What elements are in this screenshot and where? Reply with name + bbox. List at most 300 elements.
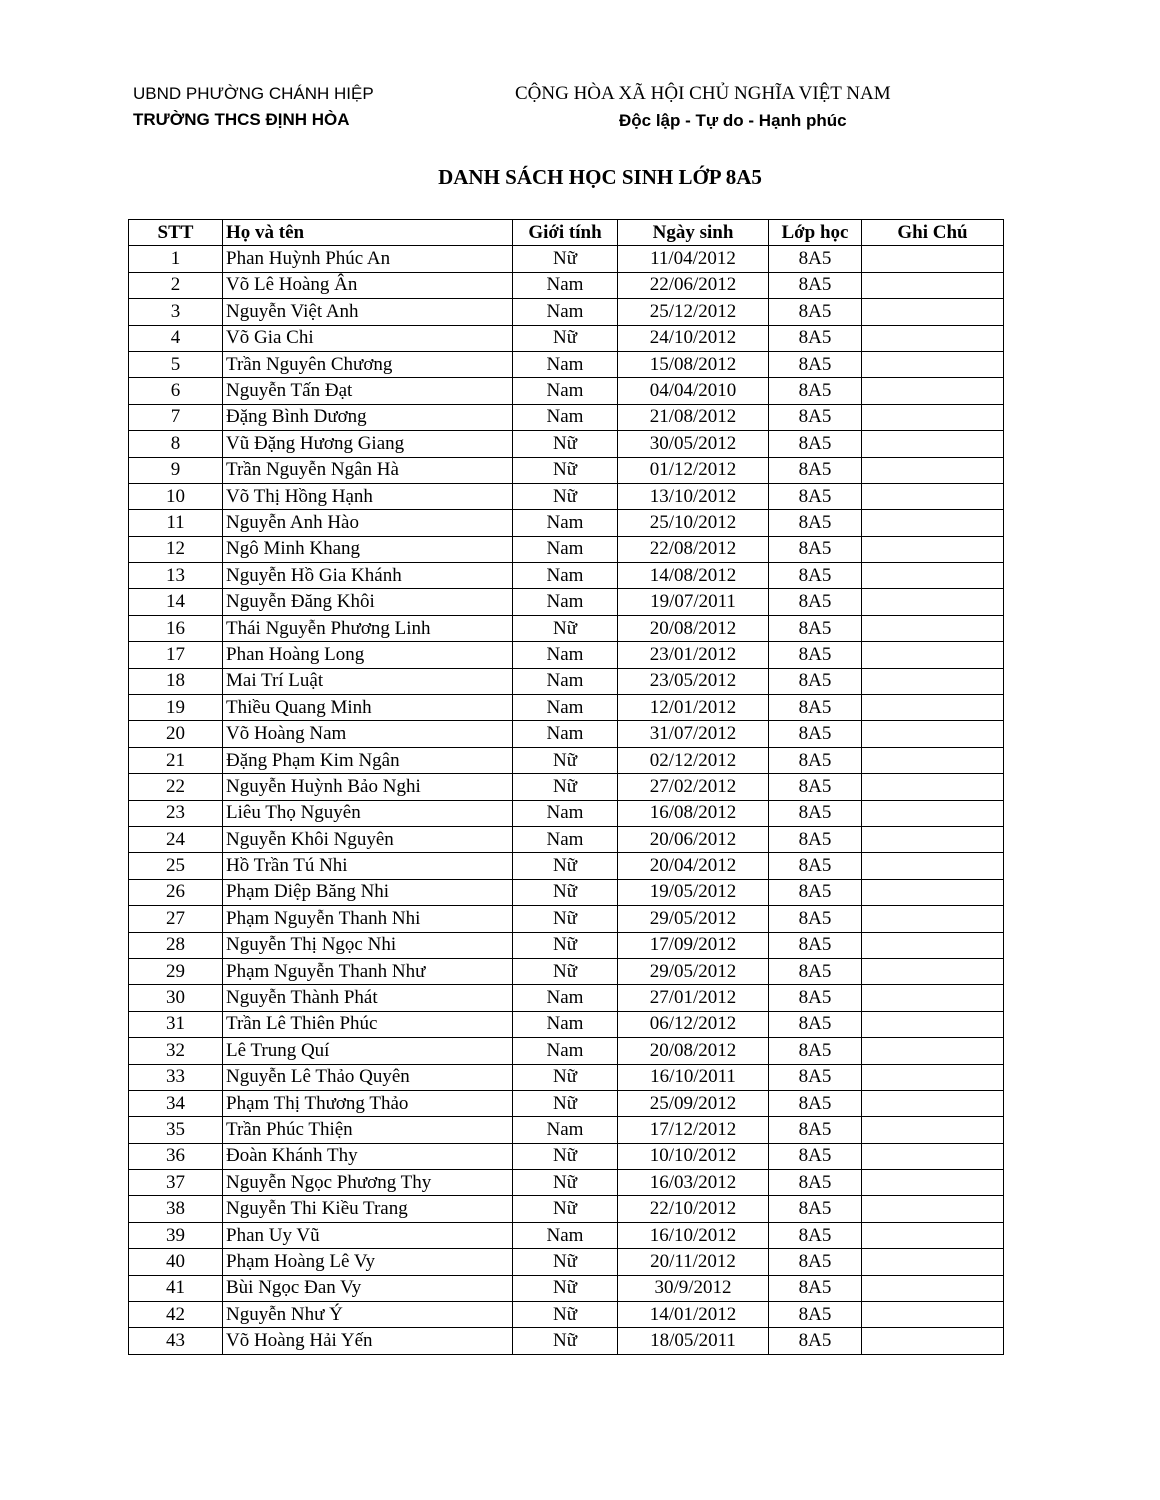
cell-class: 8A5 <box>769 1196 862 1222</box>
cell-class: 8A5 <box>769 774 862 800</box>
cell-gender: Nữ <box>513 1143 618 1169</box>
cell-birthdate: 29/05/2012 <box>618 958 769 984</box>
cell-stt: 21 <box>129 747 223 773</box>
cell-name: Vũ Đặng Hương Giang <box>223 431 513 457</box>
cell-stt: 23 <box>129 800 223 826</box>
cell-birthdate: 29/05/2012 <box>618 906 769 932</box>
cell-gender: Nữ <box>513 774 618 800</box>
cell-stt: 27 <box>129 906 223 932</box>
cell-stt: 2 <box>129 272 223 298</box>
cell-note <box>862 1090 1004 1116</box>
cell-note <box>862 774 1004 800</box>
cell-birthdate: 27/01/2012 <box>618 985 769 1011</box>
column-header-gender: Giới tính <box>513 220 618 246</box>
table-row <box>129 589 1004 615</box>
cell-birthdate: 18/05/2011 <box>618 1328 769 1354</box>
cell-gender: Nữ <box>513 457 618 483</box>
cell-gender: Nữ <box>513 1328 618 1354</box>
table-row <box>129 1170 1004 1196</box>
table-row <box>129 431 1004 457</box>
cell-name: Thiều Quang Minh <box>223 695 513 721</box>
cell-stt: 5 <box>129 351 223 377</box>
cell-name: Võ Gia Chi <box>223 325 513 351</box>
cell-gender: Nữ <box>513 431 618 457</box>
table-row <box>129 246 1004 272</box>
cell-name: Lê Trung Quí <box>223 1038 513 1064</box>
cell-gender: Nữ <box>513 1170 618 1196</box>
cell-class: 8A5 <box>769 483 862 509</box>
cell-name: Đặng Phạm Kim Ngân <box>223 747 513 773</box>
cell-stt: 29 <box>129 958 223 984</box>
cell-class: 8A5 <box>769 431 862 457</box>
column-header-class: Lớp học <box>769 220 862 246</box>
cell-gender: Nữ <box>513 879 618 905</box>
cell-stt: 3 <box>129 299 223 325</box>
student-list-table <box>128 219 1004 1355</box>
cell-gender: Nữ <box>513 853 618 879</box>
cell-gender: Nữ <box>513 325 618 351</box>
table-row <box>129 668 1004 694</box>
cell-birthdate: 16/03/2012 <box>618 1170 769 1196</box>
table-row <box>129 1143 1004 1169</box>
cell-class: 8A5 <box>769 1302 862 1328</box>
cell-birthdate: 01/12/2012 <box>618 457 769 483</box>
cell-gender: Nữ <box>513 1090 618 1116</box>
cell-stt: 25 <box>129 853 223 879</box>
cell-stt: 38 <box>129 1196 223 1222</box>
cell-birthdate: 19/05/2012 <box>618 879 769 905</box>
cell-class: 8A5 <box>769 404 862 430</box>
cell-birthdate: 21/08/2012 <box>618 404 769 430</box>
table-row <box>129 457 1004 483</box>
cell-note <box>862 615 1004 641</box>
cell-gender: Nam <box>513 721 618 747</box>
cell-birthdate: 04/04/2010 <box>618 378 769 404</box>
cell-note <box>862 906 1004 932</box>
cell-gender: Nam <box>513 510 618 536</box>
cell-class: 8A5 <box>769 747 862 773</box>
cell-stt: 34 <box>129 1090 223 1116</box>
cell-gender: Nữ <box>513 1064 618 1090</box>
cell-note <box>862 1038 1004 1064</box>
cell-class: 8A5 <box>769 1038 862 1064</box>
cell-name: Phạm Thị Thương Thảo <box>223 1090 513 1116</box>
cell-note <box>862 747 1004 773</box>
cell-class: 8A5 <box>769 563 862 589</box>
cell-name: Nguyễn Anh Hào <box>223 510 513 536</box>
cell-note <box>862 510 1004 536</box>
table-row <box>129 800 1004 826</box>
cell-note <box>862 853 1004 879</box>
cell-name: Phan Huỳnh Phúc An <box>223 246 513 272</box>
cell-class: 8A5 <box>769 536 862 562</box>
cell-name: Nguyễn Khôi Nguyên <box>223 826 513 852</box>
cell-gender: Nữ <box>513 1302 618 1328</box>
cell-name: Nguyễn Lê Thảo Quyên <box>223 1064 513 1090</box>
cell-note <box>862 563 1004 589</box>
cell-class: 8A5 <box>769 1328 862 1354</box>
cell-name: Nguyễn Ngọc Phương Thy <box>223 1170 513 1196</box>
cell-stt: 12 <box>129 536 223 562</box>
cell-gender: Nam <box>513 563 618 589</box>
table-row <box>129 1117 1004 1143</box>
cell-birthdate: 16/10/2012 <box>618 1222 769 1248</box>
cell-birthdate: 10/10/2012 <box>618 1143 769 1169</box>
cell-note <box>862 431 1004 457</box>
cell-birthdate: 15/08/2012 <box>618 351 769 377</box>
cell-note <box>862 695 1004 721</box>
cell-class: 8A5 <box>769 721 862 747</box>
cell-stt: 32 <box>129 1038 223 1064</box>
cell-gender: Nam <box>513 800 618 826</box>
cell-stt: 24 <box>129 826 223 852</box>
cell-gender: Nam <box>513 299 618 325</box>
table-row <box>129 378 1004 404</box>
cell-name: Đoàn Khánh Thy <box>223 1143 513 1169</box>
cell-note <box>862 879 1004 905</box>
cell-note <box>862 246 1004 272</box>
cell-birthdate: 25/09/2012 <box>618 1090 769 1116</box>
cell-name: Phan Hoàng Long <box>223 642 513 668</box>
cell-birthdate: 30/9/2012 <box>618 1275 769 1301</box>
cell-stt: 31 <box>129 1011 223 1037</box>
cell-name: Trần Phúc Thiện <box>223 1117 513 1143</box>
cell-note <box>862 351 1004 377</box>
cell-class: 8A5 <box>769 1090 862 1116</box>
table-row <box>129 510 1004 536</box>
cell-stt: 11 <box>129 510 223 536</box>
cell-name: Hồ Trần Tú Nhi <box>223 853 513 879</box>
table-row <box>129 325 1004 351</box>
table-row <box>129 536 1004 562</box>
table-row <box>129 1038 1004 1064</box>
cell-note <box>862 1170 1004 1196</box>
cell-note <box>862 483 1004 509</box>
school-name: TRƯỜNG THCS ĐỊNH HÒA <box>133 110 350 129</box>
cell-stt: 43 <box>129 1328 223 1354</box>
cell-birthdate: 20/04/2012 <box>618 853 769 879</box>
cell-birthdate: 20/11/2012 <box>618 1249 769 1275</box>
cell-gender: Nữ <box>513 958 618 984</box>
table-row <box>129 1011 1004 1037</box>
cell-class: 8A5 <box>769 985 862 1011</box>
cell-class: 8A5 <box>769 1011 862 1037</box>
table-row <box>129 1249 1004 1275</box>
cell-name: Đặng Bình Dương <box>223 404 513 430</box>
cell-birthdate: 20/08/2012 <box>618 1038 769 1064</box>
cell-class: 8A5 <box>769 1170 862 1196</box>
column-header-birthdate: Ngày sinh <box>618 220 769 246</box>
cell-class: 8A5 <box>769 510 862 536</box>
cell-birthdate: 19/07/2011 <box>618 589 769 615</box>
cell-gender: Nam <box>513 985 618 1011</box>
cell-name: Nguyễn Việt Anh <box>223 299 513 325</box>
cell-class: 8A5 <box>769 826 862 852</box>
cell-note <box>862 932 1004 958</box>
cell-stt: 35 <box>129 1117 223 1143</box>
cell-gender: Nam <box>513 536 618 562</box>
cell-stt: 14 <box>129 589 223 615</box>
cell-note <box>862 1328 1004 1354</box>
cell-note <box>862 721 1004 747</box>
cell-class: 8A5 <box>769 1117 862 1143</box>
cell-note <box>862 325 1004 351</box>
cell-note <box>862 1222 1004 1248</box>
table-row <box>129 299 1004 325</box>
national-motto: Độc lập - Tự do - Hạnh phúc <box>619 111 847 130</box>
cell-birthdate: 22/06/2012 <box>618 272 769 298</box>
cell-gender: Nam <box>513 826 618 852</box>
cell-name: Nguyễn Tấn Đạt <box>223 378 513 404</box>
cell-stt: 28 <box>129 932 223 958</box>
cell-note <box>862 1275 1004 1301</box>
cell-class: 8A5 <box>769 299 862 325</box>
cell-stt: 30 <box>129 985 223 1011</box>
cell-class: 8A5 <box>769 1222 862 1248</box>
cell-name: Nguyễn Đăng Khôi <box>223 589 513 615</box>
cell-gender: Nam <box>513 378 618 404</box>
cell-gender: Nam <box>513 272 618 298</box>
cell-gender: Nam <box>513 351 618 377</box>
table-row <box>129 1328 1004 1354</box>
cell-note <box>862 1196 1004 1222</box>
cell-stt: 7 <box>129 404 223 430</box>
cell-stt: 13 <box>129 563 223 589</box>
cell-class: 8A5 <box>769 351 862 377</box>
cell-birthdate: 02/12/2012 <box>618 747 769 773</box>
cell-stt: 4 <box>129 325 223 351</box>
cell-name: Nguyễn Thành Phát <box>223 985 513 1011</box>
cell-note <box>862 826 1004 852</box>
cell-name: Trần Nguyễn Ngân Hà <box>223 457 513 483</box>
table-header-row <box>129 220 1004 246</box>
cell-name: Trần Nguyên Chương <box>223 351 513 377</box>
cell-note <box>862 457 1004 483</box>
column-header-note: Ghi Chú <box>862 220 1004 246</box>
cell-class: 8A5 <box>769 246 862 272</box>
cell-note <box>862 800 1004 826</box>
cell-class: 8A5 <box>769 1275 862 1301</box>
cell-stt: 1 <box>129 246 223 272</box>
cell-note <box>862 1302 1004 1328</box>
cell-class: 8A5 <box>769 932 862 958</box>
table-row <box>129 1064 1004 1090</box>
cell-birthdate: 14/01/2012 <box>618 1302 769 1328</box>
cell-class: 8A5 <box>769 589 862 615</box>
cell-gender: Nữ <box>513 1249 618 1275</box>
cell-birthdate: 17/12/2012 <box>618 1117 769 1143</box>
cell-name: Võ Hoàng Hải Yến <box>223 1328 513 1354</box>
cell-stt: 9 <box>129 457 223 483</box>
table-row <box>129 351 1004 377</box>
cell-birthdate: 23/01/2012 <box>618 642 769 668</box>
cell-stt: 16 <box>129 615 223 641</box>
cell-stt: 22 <box>129 774 223 800</box>
cell-class: 8A5 <box>769 958 862 984</box>
cell-note <box>862 272 1004 298</box>
cell-name: Liêu Thọ Nguyên <box>223 800 513 826</box>
cell-class: 8A5 <box>769 325 862 351</box>
table-row <box>129 563 1004 589</box>
cell-gender: Nam <box>513 589 618 615</box>
district-name: UBND PHƯỜNG CHÁNH HIỆP <box>133 84 374 103</box>
cell-name: Võ Lê Hoàng Ân <box>223 272 513 298</box>
cell-stt: 36 <box>129 1143 223 1169</box>
cell-birthdate: 11/04/2012 <box>618 246 769 272</box>
cell-birthdate: 16/10/2011 <box>618 1064 769 1090</box>
cell-birthdate: 27/02/2012 <box>618 774 769 800</box>
cell-name: Nguyễn Như Ý <box>223 1302 513 1328</box>
cell-birthdate: 22/08/2012 <box>618 536 769 562</box>
cell-name: Phạm Nguyễn Thanh Nhi <box>223 906 513 932</box>
table-row <box>129 1090 1004 1116</box>
table-row <box>129 985 1004 1011</box>
cell-birthdate: 25/12/2012 <box>618 299 769 325</box>
cell-birthdate: 20/06/2012 <box>618 826 769 852</box>
cell-stt: 20 <box>129 721 223 747</box>
cell-name: Nguyễn Hồ Gia Khánh <box>223 563 513 589</box>
cell-name: Phạm Hoàng Lê Vy <box>223 1249 513 1275</box>
cell-birthdate: 14/08/2012 <box>618 563 769 589</box>
table-row <box>129 826 1004 852</box>
cell-note <box>862 378 1004 404</box>
table-row <box>129 1196 1004 1222</box>
cell-gender: Nam <box>513 695 618 721</box>
table-row <box>129 774 1004 800</box>
cell-stt: 17 <box>129 642 223 668</box>
cell-name: Võ Hoàng Nam <box>223 721 513 747</box>
cell-note <box>862 299 1004 325</box>
cell-birthdate: 31/07/2012 <box>618 721 769 747</box>
cell-birthdate: 06/12/2012 <box>618 1011 769 1037</box>
cell-note <box>862 1143 1004 1169</box>
cell-birthdate: 17/09/2012 <box>618 932 769 958</box>
table-row <box>129 932 1004 958</box>
cell-name: Phạm Nguyễn Thanh Như <box>223 958 513 984</box>
table-row <box>129 272 1004 298</box>
cell-name: Nguyễn Huỳnh Bảo Nghi <box>223 774 513 800</box>
table-row <box>129 747 1004 773</box>
cell-note <box>862 642 1004 668</box>
cell-note <box>862 404 1004 430</box>
cell-birthdate: 16/08/2012 <box>618 800 769 826</box>
cell-class: 8A5 <box>769 668 862 694</box>
cell-birthdate: 25/10/2012 <box>618 510 769 536</box>
cell-note <box>862 1011 1004 1037</box>
cell-stt: 6 <box>129 378 223 404</box>
cell-class: 8A5 <box>769 800 862 826</box>
cell-gender: Nam <box>513 1038 618 1064</box>
cell-class: 8A5 <box>769 695 862 721</box>
national-title: CỘNG HÒA XÃ HỘI CHỦ NGHĨA VIỆT NAM <box>515 83 891 104</box>
cell-gender: Nữ <box>513 906 618 932</box>
cell-class: 8A5 <box>769 378 862 404</box>
cell-gender: Nữ <box>513 483 618 509</box>
cell-gender: Nam <box>513 668 618 694</box>
cell-class: 8A5 <box>769 642 862 668</box>
cell-name: Phan Uy Vũ <box>223 1222 513 1248</box>
cell-stt: 39 <box>129 1222 223 1248</box>
cell-birthdate: 22/10/2012 <box>618 1196 769 1222</box>
cell-birthdate: 24/10/2012 <box>618 325 769 351</box>
cell-birthdate: 12/01/2012 <box>618 695 769 721</box>
table-row <box>129 958 1004 984</box>
table-row <box>129 404 1004 430</box>
cell-stt: 8 <box>129 431 223 457</box>
cell-gender: Nam <box>513 1011 618 1037</box>
cell-stt: 42 <box>129 1302 223 1328</box>
cell-stt: 37 <box>129 1170 223 1196</box>
table-row <box>129 853 1004 879</box>
cell-note <box>862 1064 1004 1090</box>
cell-gender: Nữ <box>513 615 618 641</box>
column-header-stt: STT <box>129 220 223 246</box>
table-row <box>129 642 1004 668</box>
cell-name: Nguyễn Thị Ngọc Nhi <box>223 932 513 958</box>
cell-note <box>862 985 1004 1011</box>
table-row <box>129 879 1004 905</box>
table-row <box>129 721 1004 747</box>
cell-name: Thái Nguyễn Phương Linh <box>223 615 513 641</box>
cell-class: 8A5 <box>769 1249 862 1275</box>
cell-name: Võ Thị Hồng Hạnh <box>223 483 513 509</box>
cell-gender: Nam <box>513 1117 618 1143</box>
document-title: DANH SÁCH HỌC SINH LỚP 8A5 <box>438 165 762 189</box>
table-row <box>129 615 1004 641</box>
table-row <box>129 1222 1004 1248</box>
cell-class: 8A5 <box>769 1143 862 1169</box>
cell-class: 8A5 <box>769 906 862 932</box>
cell-stt: 40 <box>129 1249 223 1275</box>
cell-birthdate: 30/05/2012 <box>618 431 769 457</box>
cell-class: 8A5 <box>769 615 862 641</box>
cell-name: Phạm Diệp Băng Nhi <box>223 879 513 905</box>
table-row <box>129 1302 1004 1328</box>
cell-stt: 18 <box>129 668 223 694</box>
cell-birthdate: 13/10/2012 <box>618 483 769 509</box>
cell-class: 8A5 <box>769 853 862 879</box>
cell-stt: 33 <box>129 1064 223 1090</box>
cell-class: 8A5 <box>769 272 862 298</box>
table-row <box>129 483 1004 509</box>
table-row <box>129 695 1004 721</box>
cell-note <box>862 668 1004 694</box>
cell-gender: Nam <box>513 642 618 668</box>
cell-class: 8A5 <box>769 457 862 483</box>
cell-name: Nguyễn Thi Kiều Trang <box>223 1196 513 1222</box>
cell-gender: Nữ <box>513 932 618 958</box>
cell-class: 8A5 <box>769 1064 862 1090</box>
cell-name: Bùi Ngọc Đan Vy <box>223 1275 513 1301</box>
cell-gender: Nam <box>513 404 618 430</box>
cell-note <box>862 589 1004 615</box>
cell-stt: 19 <box>129 695 223 721</box>
cell-note <box>862 536 1004 562</box>
cell-note <box>862 1117 1004 1143</box>
cell-stt: 41 <box>129 1275 223 1301</box>
cell-name: Trần Lê Thiên Phúc <box>223 1011 513 1037</box>
column-header-name: Họ và tên <box>223 220 513 246</box>
cell-gender: Nữ <box>513 1275 618 1301</box>
cell-gender: Nữ <box>513 1196 618 1222</box>
cell-name: Mai Trí Luật <box>223 668 513 694</box>
cell-birthdate: 20/08/2012 <box>618 615 769 641</box>
cell-birthdate: 23/05/2012 <box>618 668 769 694</box>
cell-gender: Nữ <box>513 246 618 272</box>
table-row <box>129 1275 1004 1301</box>
cell-stt: 26 <box>129 879 223 905</box>
cell-stt: 10 <box>129 483 223 509</box>
